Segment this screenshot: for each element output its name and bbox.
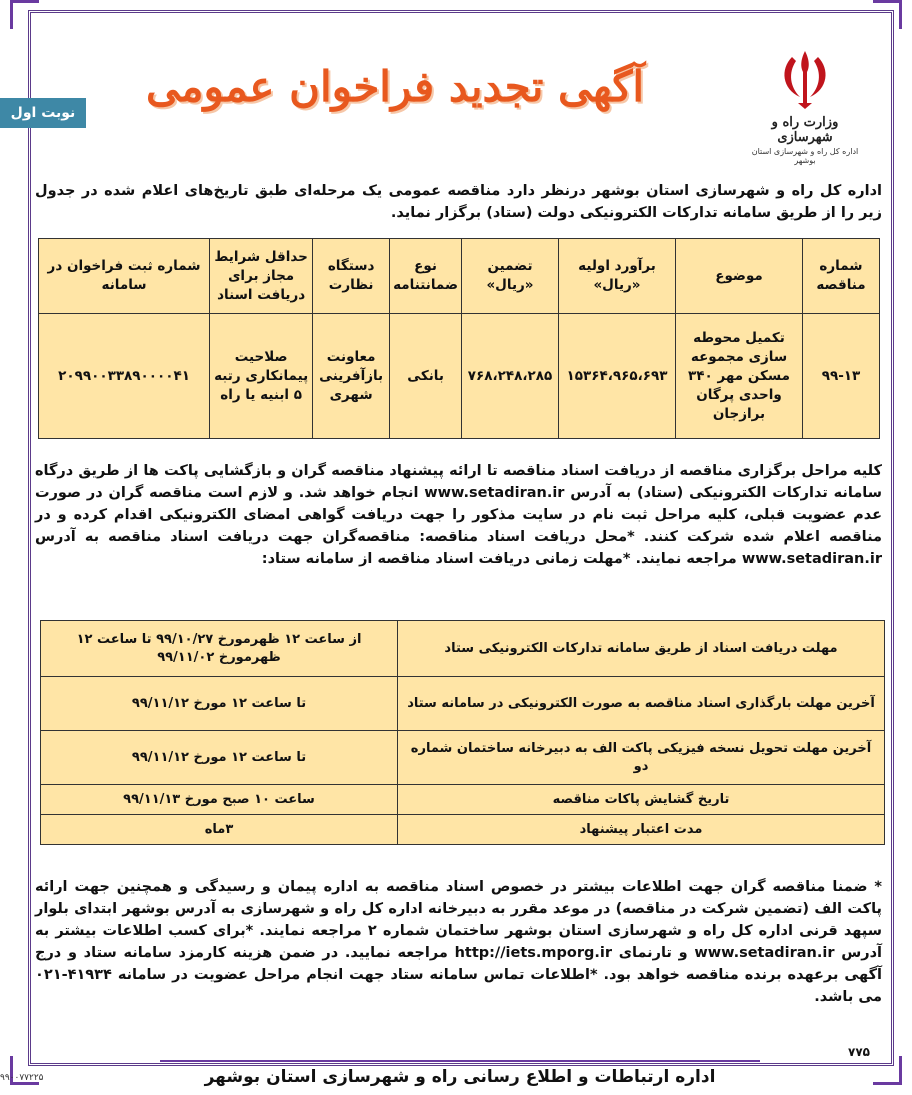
table-cell: ۹۹-۱۳ [803,314,880,439]
ad-code: ۹۹۰۰۷۷۲۲۵ [0,1073,44,1083]
corner-ornament [873,1056,902,1085]
schedule-value: ۳ماه [41,815,398,845]
intro-paragraph: اداره کل راه و شهرسازی استان بوشهر درنظر دارد مناقصه عمومی یک مرحله‌ای طبق تاریخ‌های اعلام شده در جدول زیر را از طریق سامانه تدارکات الکترونیکی دولت (ستاد) برگزار نماید. [35,183,882,221]
corner-ornament [873,0,902,29]
corner-ornament [10,0,39,29]
schedule-label: مدت اعتبار پیشنهاد [398,815,885,845]
schedule-label: تاریخ گشایش پاکات مناقصه [398,785,885,815]
schedule-value: از ساعت ۱۲ ظهرمورخ ۹۹/۱۰/۲۷ تا ساعت ۱۲ ظهرمورخ ۹۹/۱۱/۰۲ [41,621,398,677]
table-header-cell: شماره مناقصه [803,239,880,314]
table-header-cell: موضوع [676,239,803,314]
schedule-label: مهلت دریافت اسناد از طریق سامانه تدارکات الکترونیکی ستاد [398,621,885,677]
schedule-value: ساعت ۱۰ صبح مورخ ۹۹/۱۱/۱۳ [41,785,398,815]
page-title: آگهی تجدید فراخوان عمومی [145,62,645,111]
ministry-logo [745,45,865,165]
table-header-row [39,239,880,314]
table-header-cell: دستگاه نظارت [313,239,390,314]
table-cell: ۲۰۹۹۰۰۳۳۸۹۰۰۰۰۴۱ [39,314,210,439]
table-cell: بانکی [390,314,462,439]
round-badge: نوبت اول [0,98,86,128]
table-row [41,815,885,845]
table-header-cell: نوع ضمانتنامه [390,239,462,314]
schedule-value: تا ساعت ۱۲ مورخ ۹۹/۱۱/۱۲ [41,677,398,731]
table-header-cell: برآورد اولیه «ریال» [559,239,676,314]
table-row [41,677,885,731]
table-header-cell: شماره ثبت فراخوان در سامانه [39,239,210,314]
schedule-value: تا ساعت ۱۲ مورخ ۹۹/۱۱/۱۲ [41,731,398,785]
table-cell: ۱۵۳۶۴،۹۶۵،۶۹۳ [559,314,676,439]
procedure-paragraph: کلیه مراحل برگزاری مناقصه از دریافت اسناد مناقصه تا ارائه پیشنهاد مناقصه گران و بازگشایی پاکت ها از طریق درگاه سامانه تدارکات الکترونیکی (ستاد) به آدرس www.setadiran.ir انجام خواهد شد. و لازم است مناقصه گران در صورت عدم عضویت قبلی، کلیه مراحل ثبت نام در سایت مذکور را جهت دریافت گواهی امضای الکترونیکی اقدام کرده و در مناقصه اعلام شده شرکت کنند. *محل دریافت اسناد مناقصه: مناقصه‌گران جهت دریافت اسناد مناقصه به آدرس www.setadiran.ir مراجعه نمایند. *مهلت زمانی دریافت اسناد مناقصه از سامانه ستاد: [35,463,883,567]
table-row [41,785,885,815]
schedule-label: آخرین مهلت تحویل نسخه فیزیکی پاکت الف به دبیرخانه ساختمان شماره دو [398,731,885,785]
schedule-label: آخرین مهلت بارگذاری اسناد مناقصه به صورت الکترونیکی در سامانه ستاد [398,677,885,731]
table-header-cell: تضمین «ریال» [462,239,559,314]
tender-table [38,238,880,439]
table-cell: ۷۶۸،۲۴۸،۲۸۵ [462,314,559,439]
table-cell: تکمیل محوطه سازی مجموعه مسکن مهر ۳۴۰ واحدی پرگان برازجان [676,314,803,439]
department-name: اداره کل راه و شهرسازی استان بوشهر [751,147,859,165]
table-cell: معاونت بازآفرینی شهری [313,314,390,439]
table-row [39,314,880,439]
table-row [41,621,885,677]
table-row [41,731,885,785]
table-header-cell: حداقل شرایط مجاز برای دریافت اسناد [210,239,313,314]
ministry-name: وزارت راه و شهرسازی [771,115,839,145]
contact-paragraph: * ضمنا مناقصه گران جهت اطلاعات بیشتر در خصوص اسناد مناقصه به اداره پیمان و رسیدگی و همچنین جهت ارائه پاکت الف (تضمین شرکت در مناقصه) در موعد مقرر به دبیرخانه اداره کل راه و شهرسازی به آدرس بوشهر ابتدای بلوار سپهد قرنی اداره کل راه و شهرسازی استان بوشهر ساختمان شماره ۲ مراجعه نمایند. *برای کسب اطلاعات بیشتر به آدرس www.setadiran.ir و تارنمای http://iets.mporg.ir مراجعه نمایید. در ضمن هزینه کارمزد سامانه ستاد و درج آگهی برعهده برنده مناقصه خواهد بود. *اطلاعات تماس سامانه ستاد جهت انجام مراحل عضویت در سامانه ۴۱۹۳۴-۰۲۱ می باشد. [35,879,882,1005]
table-cell: صلاحیت پیمانکاری رتبه ۵ ابنیه یا راه [210,314,313,439]
schedule-table [40,620,885,845]
footer-office: اداره ارتباطات و اطلاع رسانی راه و شهرسازی استان بوشهر [160,1060,760,1092]
ad-number: ۷۷۵ [848,1045,870,1059]
iran-emblem-icon [770,45,840,115]
